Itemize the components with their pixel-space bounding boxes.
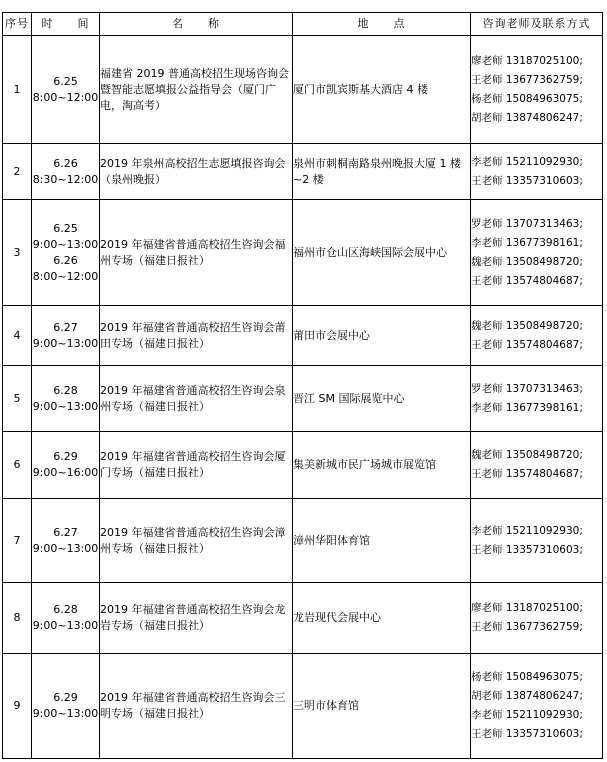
table-row (3, 583, 603, 654)
contact-name: 魏老师 (471, 319, 503, 332)
row-place: 晋江 SM 国际展览中心 (293, 366, 471, 432)
contact-line (471, 541, 602, 560)
contact-line (471, 618, 602, 637)
row-contacts (471, 583, 603, 654)
contact-name: 王老师 (471, 338, 503, 351)
contact-phone: 15211092930 ; (506, 525, 583, 537)
schedule-table (2, 12, 603, 759)
table-row (3, 499, 603, 583)
row-place: 三明市体育馆 (293, 654, 471, 759)
contact-phone: 13677398161 ; (506, 402, 583, 414)
time-line: 6.27 (53, 320, 78, 334)
time-line: 6.28 (53, 383, 78, 397)
contact-name: 王老师 (471, 728, 503, 740)
contact-phone: 13357310603 ; (506, 175, 583, 187)
row-place: 厦门市凯宾斯基大酒店 4 楼 (293, 36, 471, 144)
contact-line (471, 52, 602, 71)
row-time (32, 306, 100, 366)
contact-name: 罗老师 (471, 217, 503, 230)
row-event-name: 2019 年福建省普通高校招生咨询会莆田专场（福建日报社） (100, 306, 293, 366)
time-line: 6.28 (53, 603, 78, 616)
table-row (3, 654, 603, 759)
row-seq: 9 (3, 654, 32, 759)
contact-phone: 13874806247 ; (506, 112, 583, 124)
contact-phone: 13508498720 ; (506, 320, 583, 332)
row-contacts (471, 200, 603, 306)
row-contacts (471, 432, 603, 499)
time-line: 6.26 (53, 156, 78, 170)
contact-line (471, 215, 602, 234)
row-event-name: 福建省 2019 普通高校招生现场咨询会暨智能志愿填报公益指导会（厦门广电，淘高考） (100, 36, 293, 144)
table-row (3, 144, 603, 200)
contact-line (471, 599, 602, 618)
time-line: 6.25 (53, 221, 78, 235)
row-contacts (471, 654, 603, 759)
row-seq: 8 (3, 583, 32, 654)
contact-line (471, 465, 602, 484)
row-time (32, 36, 100, 144)
row-seq: 4 (3, 306, 32, 366)
contact-phone: 13187025100 ; (506, 55, 583, 67)
contact-line (471, 446, 602, 465)
row-time (32, 432, 100, 499)
header-time: 时 间 (32, 13, 100, 36)
contact-phone: 13508498720 ; (506, 449, 583, 461)
table-row (3, 366, 603, 432)
time-line: 9:00~13:00 (32, 707, 99, 720)
time-line: 9:00~13:00 (32, 619, 99, 632)
contact-name: 魏老师 (471, 255, 503, 268)
contact-name: 杨老师 (471, 671, 503, 683)
contact-name: 王老师 (471, 468, 503, 480)
contact-name: 李老师 (471, 709, 503, 721)
row-seq: 7 (3, 499, 32, 583)
contact-name: 廖老师 (471, 54, 503, 67)
contact-phone: 13187025100 ; (506, 602, 583, 614)
row-place: 泉州市刺桐南路泉州晚报大厦 1 楼~2 楼 (293, 144, 471, 200)
row-place: 莆田市会展中心 (293, 306, 471, 366)
row-event-name: 2019 年泉州高校招生志愿填报咨询会（泉州晚报） (100, 144, 293, 200)
row-time (32, 583, 100, 654)
contact-line (471, 399, 602, 418)
row-event-name: 2019 年福建省普通高校招生咨询会泉州专场（福建日报社） (100, 366, 293, 432)
time-line: 9:00~13:00 (32, 541, 99, 555)
contact-phone: 13574804687 ; (506, 468, 583, 480)
contact-line (471, 725, 602, 744)
contact-name: 魏老师 (471, 449, 503, 461)
contact-phone: 15084963075 ; (506, 93, 583, 105)
time-line: 8:30~12:00 (32, 172, 99, 186)
row-time (32, 144, 100, 200)
time-line: 6.29 (53, 691, 78, 704)
row-time (32, 499, 100, 583)
row-seq: 3 (3, 200, 32, 306)
row-event-name: 2019 年福建省普通高校招生咨询会福州专场（福建日报社） (100, 200, 293, 306)
table-row (3, 200, 603, 306)
time-line: 6.25 (53, 74, 78, 88)
row-event-name: 2019 年福建省普通高校招生咨询会厦门专场（福建日报社） (100, 432, 293, 499)
row-place: 福州市仓山区海峡国际会展中心 (293, 200, 471, 306)
contact-line (471, 253, 602, 272)
contact-line (471, 71, 602, 90)
header-place: 地 点 (293, 13, 471, 36)
schedule-body (3, 36, 603, 759)
contact-phone: 13357310603 ; (506, 728, 583, 740)
row-seq: 5 (3, 366, 32, 432)
time-line: 6.26 (53, 253, 78, 267)
contact-name: 李老师 (471, 236, 503, 249)
contact-line (471, 336, 602, 355)
contact-name: 王老师 (471, 621, 503, 633)
time-line: 9:00~13:00 (32, 336, 99, 350)
row-time (32, 654, 100, 759)
contact-phone: 15084963075 ; (506, 671, 583, 683)
row-time (32, 366, 100, 432)
contact-name: 胡老师 (471, 690, 503, 702)
row-event-name: 2019 年福建省普通高校招生咨询会三明专场（福建日报社） (100, 654, 293, 759)
time-line: 8:00~12:00 (32, 90, 99, 104)
row-event-name: 2019 年福建省普通高校招生咨询会漳州专场（福建日报社） (100, 499, 293, 583)
contact-name: 王老师 (471, 174, 503, 187)
contact-phone: 15211092930 ; (506, 156, 583, 168)
contact-line (471, 522, 602, 541)
contact-phone: 13508498720 ; (506, 256, 583, 268)
contact-phone: 13677362759 ; (506, 621, 583, 633)
contact-line (471, 687, 602, 706)
row-contacts (471, 499, 603, 583)
contact-name: 李老师 (471, 524, 503, 537)
contact-name: 李老师 (471, 155, 503, 168)
time-line: 9:00~16:00 (32, 466, 99, 479)
header-seq: 序号 (3, 13, 32, 36)
contact-phone: 13574804687 ; (506, 339, 583, 351)
row-event-name: 2019 年福建省普通高校招生咨询会龙岩专场（福建日报社） (100, 583, 293, 654)
contact-line (471, 172, 602, 191)
row-time (32, 200, 100, 306)
contact-name: 胡老师 (471, 111, 503, 124)
header-name: 名 称 (100, 13, 293, 36)
row-seq: 6 (3, 432, 32, 499)
row-place: 漳州华阳体育馆 (293, 499, 471, 583)
contact-phone: 13707313463 ; (506, 383, 583, 395)
contact-phone: 13357310603 ; (506, 544, 583, 556)
time-line: 6.27 (53, 525, 78, 539)
contact-phone: 13574804687 ; (506, 275, 583, 287)
row-place: 集美新城市民广场城市展览馆 (293, 432, 471, 499)
contact-line (471, 380, 602, 399)
contact-line (471, 668, 602, 687)
contact-line (471, 706, 602, 725)
contact-name: 廖老师 (471, 602, 503, 614)
table-row (3, 306, 603, 366)
contact-phone: 13677398161 ; (506, 237, 583, 249)
row-contacts (471, 36, 603, 144)
contact-name: 王老师 (471, 274, 503, 287)
time-line: 9:00~13:00 (32, 399, 99, 413)
row-contacts (471, 144, 603, 200)
contact-line (471, 90, 602, 109)
contact-line (471, 109, 602, 128)
header-contact: 咨询老师及联系方式 (471, 13, 603, 36)
contact-name: 王老师 (471, 543, 503, 556)
table-row (3, 36, 603, 144)
table-row (3, 432, 603, 499)
contact-line (471, 234, 602, 253)
row-seq: 2 (3, 144, 32, 200)
row-contacts (471, 306, 603, 366)
time-line: 6.29 (53, 450, 78, 463)
contact-phone: 15211092930 ; (506, 709, 583, 721)
row-seq: 1 (3, 36, 32, 144)
time-line: 8:00~12:00 (32, 269, 99, 283)
contact-phone: 13707313463 ; (506, 218, 583, 230)
time-line: 9:00~13:00 (32, 237, 99, 251)
header-row (3, 13, 603, 36)
contact-line (471, 317, 602, 336)
row-place: 龙岩现代会展中心 (293, 583, 471, 654)
contact-phone: 13677362759 ; (506, 74, 583, 86)
contact-line (471, 272, 602, 291)
contact-name: 杨老师 (471, 92, 503, 105)
contact-phone: 13874806247 ; (506, 690, 583, 702)
contact-line (471, 153, 602, 172)
row-contacts (471, 366, 603, 432)
contact-name: 罗老师 (471, 382, 503, 395)
contact-name: 李老师 (471, 401, 503, 414)
contact-name: 王老师 (471, 73, 503, 86)
